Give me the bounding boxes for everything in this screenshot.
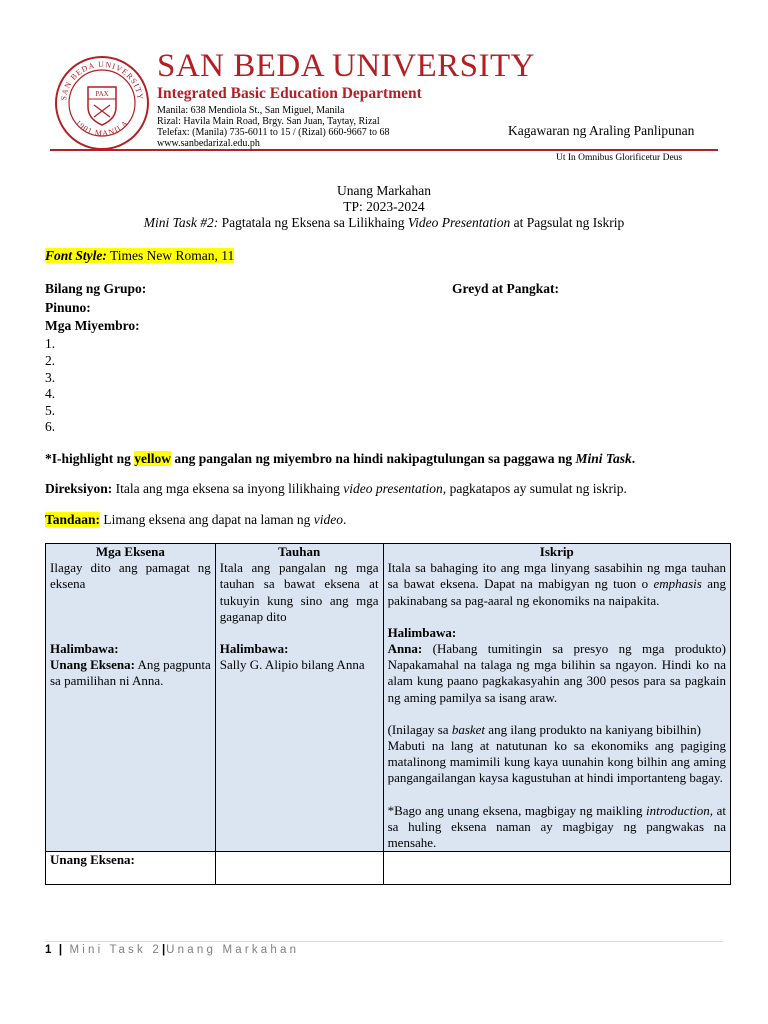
- scene-table: [45, 543, 731, 885]
- iskrip-example-p1: [388, 641, 726, 706]
- halimbawa-label: Halimbawa:: [387, 624, 457, 640]
- iskrip-desc-italic: emphasis: [653, 576, 702, 592]
- iskrip-desc-a: Itala sa bahaging ito ang mga linyang sasabihin ng mga tauhan sa bawat eksena. Dapat na mabigyan ng tuon o: [387, 560, 726, 592]
- university-seal: [54, 55, 150, 151]
- kagawaran-label: Kagawaran ng Araling Panlipunan: [508, 123, 695, 138]
- tandaan-line: [45, 511, 346, 528]
- highlight-mini-task: Mini Task: [575, 451, 632, 466]
- direksiyon-italic: video presentation,: [343, 481, 447, 496]
- iskrip-p2-a: (Inilagay sa: [387, 721, 452, 737]
- page-footer: [45, 944, 299, 956]
- iskrip-note-a: *Bago ang unang eksena, magbigay ng maikling: [387, 802, 646, 818]
- iskrip-example-p3: Mabuti na lang at natutunan ko sa ekonomiks ang pagiging matalinong mamimili kung kaya uunahin kong bilhin ang aming pangangailangan kaysa kagustuhan at hindi importanteng bagay.: [387, 738, 726, 786]
- iskrip-desc-b: ang pakinabang sa pag-aaral ng ekonomiks na naipakita.: [387, 576, 726, 608]
- tandaan-italic: video: [313, 512, 343, 527]
- example-scene-label: Unang Eksena:: [50, 656, 135, 672]
- telefax: Telefax: (Manila) 735-6011 to 15 / (Rizal) 660-9667 to 68: [157, 127, 390, 138]
- member-number: 1.: [45, 336, 56, 351]
- header-tauhan: Tauhan: [278, 544, 321, 559]
- miyembro-label: Mga Miyembro:: [45, 318, 140, 333]
- highlight-yellow-word: yellow: [134, 451, 172, 466]
- halimbawa-label: Halimbawa:: [219, 641, 289, 657]
- footer-quarter: Unang Markahan: [166, 944, 300, 956]
- table-cell[interactable]: [215, 852, 383, 885]
- iskrip-description: [388, 560, 726, 609]
- table-cell[interactable]: [383, 852, 730, 885]
- eksena-description: Ilagay dito ang pamagat ng eksena: [50, 560, 211, 592]
- iskrip-note-b: at sa huling eksena naman ay magbigay ng pangwakas na mensahe.: [387, 802, 726, 851]
- header-divider: [50, 149, 718, 151]
- university-name: SAN BEDA UNIVERSITY: [157, 48, 536, 84]
- page-number: 1: [45, 944, 53, 956]
- motto: Ut In Omnibus Glorificetur Deus: [556, 153, 683, 163]
- tauhan-example: Sally G. Alipio bilang Anna: [219, 657, 365, 673]
- greyd-label: Greyd at Pangkat:: [452, 281, 559, 296]
- table-cell: [46, 852, 216, 885]
- highlight-end: .: [631, 451, 636, 466]
- svg-text:1901 MANILA: [74, 118, 131, 138]
- direksiyon-text-a: Itala ang mga eksena sa inyong lilikhaing: [112, 481, 344, 496]
- member-number: 2.: [45, 353, 56, 368]
- iskrip-note-italic: introduction,: [646, 802, 714, 818]
- speaker-label: Anna:: [387, 641, 423, 657]
- seal-text-top: SAN BEDA UNIVERSITY: [59, 59, 146, 102]
- table-cell: [215, 544, 383, 852]
- title-task-part-a: Pagtatala ng Eksena sa Lilikhaing: [218, 215, 408, 230]
- iskrip-example-text: (Habang tumitingin sa presyo ng mga produkto) Napakamahal na talaga ng mga bilihin sa ngayon. Hindi ko na alam kung paano pagkakasyahin ang 300 pesos para sa pagkain ng aming pamilya sa isang araw.: [387, 641, 726, 705]
- bilang-label: Bilang ng Grupo:: [45, 281, 147, 296]
- halimbawa-label: Halimbawa:: [50, 640, 119, 656]
- header-iskrip: Iskrip: [539, 544, 574, 559]
- table-cell: [46, 544, 216, 852]
- table-row: [46, 544, 731, 852]
- highlight-text-b: ang pangalan ng miyembro na hindi nakipagtulungan sa paggawa ng: [171, 451, 576, 466]
- example-scene-text: Ang pagpunta sa pamilihan ni Anna.: [50, 656, 211, 689]
- member-number: 3.: [45, 370, 56, 385]
- direksiyon-label: Direksiyon:: [45, 481, 113, 496]
- title-task: [0, 214, 768, 231]
- highlight-text-a: *I-highlight ng: [45, 451, 135, 466]
- footer-task: Mini Task 2: [69, 944, 162, 956]
- tauhan-description: Itala ang pangalan ng mga tauhan sa bawat eksena at tukuyin kung sino ang mga gaganap dito: [219, 560, 379, 624]
- title-task-italic: Video Presentation: [407, 215, 511, 230]
- seal-text-bottom: 1901 MANILA: [73, 118, 131, 138]
- font-style-value: Times New Roman, 11: [106, 248, 235, 263]
- member-number: 4.: [45, 386, 56, 401]
- address-manila: Manila: 638 Mendiola St., San Miguel, Manila: [157, 105, 345, 116]
- table-row: [46, 852, 731, 885]
- title-school-year: TP: 2023-2024: [343, 199, 425, 214]
- table-cell: [383, 544, 730, 852]
- footer-separator: |: [58, 944, 64, 956]
- row-unang-eksena: Unang Eksena:: [50, 852, 135, 868]
- font-style-label: Font Style:: [45, 248, 107, 263]
- website: www.sanbedarizal.edu.ph: [157, 138, 260, 149]
- iskrip-p2-italic: basket: [451, 721, 486, 737]
- highlight-instruction: [45, 450, 635, 467]
- tandaan-text: Limang eksena ang dapat na laman ng: [100, 512, 314, 527]
- iskrip-p2-b: ang ilang produkto na kaniyang bibilhin): [485, 721, 701, 737]
- pinuno-label: Pinuno:: [45, 300, 91, 315]
- title-quarter: Unang Markahan: [336, 183, 432, 198]
- direksiyon-line: [45, 480, 627, 497]
- tandaan-end: .: [342, 512, 347, 527]
- member-number: 5.: [45, 403, 56, 418]
- footer-separator: |: [161, 944, 167, 956]
- iskrip-note: [388, 803, 726, 852]
- address-rizal: Rizal: Havila Main Road, Brgy. San Juan, Taytay, Rizal: [157, 116, 380, 127]
- header-mga-eksena: Mga Eksena: [95, 544, 165, 559]
- title-task-label: Mini Task #2:: [143, 215, 219, 230]
- tandaan-label: Tandaan:: [45, 512, 101, 527]
- font-style-line: [45, 247, 234, 264]
- eksena-example: [50, 657, 211, 689]
- department-name: Integrated Basic Education Department: [157, 85, 422, 102]
- iskrip-example-p2: [388, 722, 726, 738]
- seal-pax: PAX: [95, 90, 109, 98]
- footer-divider: [45, 941, 723, 942]
- member-number: 6.: [45, 419, 56, 434]
- direksiyon-text-b: pagkatapos ay sumulat ng iskrip.: [446, 481, 627, 496]
- title-task-part-b: at Pagsulat ng Iskrip: [510, 215, 625, 230]
